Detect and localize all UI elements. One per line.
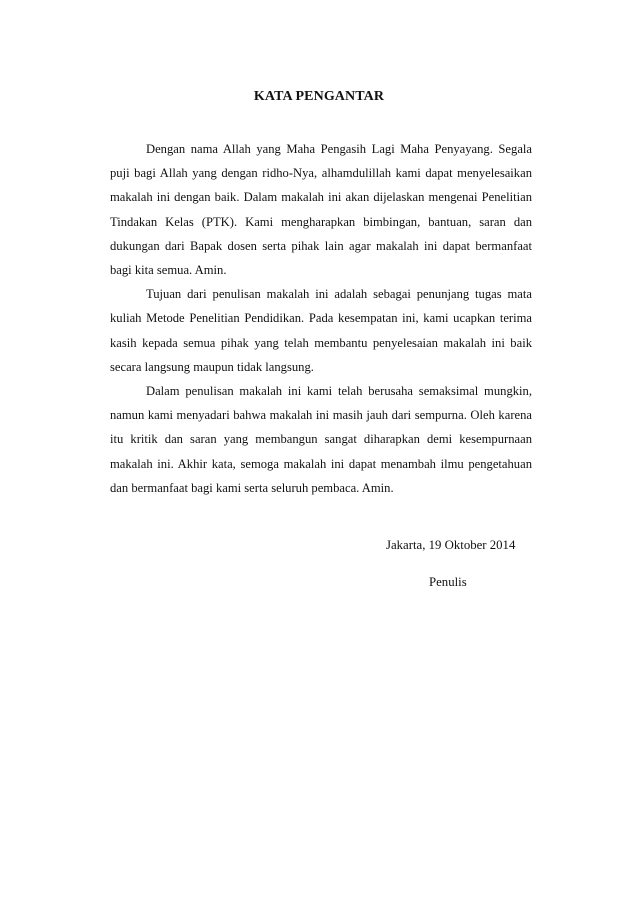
place-date: Jakarta, 19 Oktober 2014 bbox=[386, 538, 516, 552]
paragraph-3: Dalam penulisan makalah ini kami telah berusaha semaksimal mungkin, namun kami menyadari bahwa makalah ini masih jauh dari sempurna. Oleh karena itu kritik dan saran yang membangun sangat diharapkan demi kesempurnaan makalah ini. Akhir kata, semoga makalah ini dapat menambah ilmu pengetahuan dan bermanfaat bagi kami serta seluruh pembaca. Amin. bbox=[110, 384, 532, 495]
page-title: KATA PENGANTAR bbox=[253, 89, 385, 104]
closing-block bbox=[386, 538, 586, 590]
body-text bbox=[110, 137, 532, 500]
author-signature: Penulis bbox=[429, 575, 467, 589]
paragraph-1: Dengan nama Allah yang Maha Pengasih Lagi Maha Penyayang. Segala puji bagi Allah yang dengan ridho-Nya, alhamdulillah kami dapat menyelesaikan makalah ini dengan baik. Dalam makalah ini akan dijelaskan mengenai Penelitian Tindakan Kelas (PTK). Kami mengharapkan bimbingan, bantuan, saran dan dukungan dari Bapak dosen serta pihak lain agar makalah ini dapat bermanfaat bagi kita semua. Amin. bbox=[110, 142, 532, 278]
paragraph-2: Tujuan dari penulisan makalah ini adalah sebagai penunjang tugas mata kuliah Metode Penelitian Pendidikan. Pada kesempatan ini, kami ucapkan terima kasih kepada semua pihak yang telah membantu penyelesaian makalah ini baik secara langsung maupun tidak langsung. bbox=[110, 287, 532, 374]
